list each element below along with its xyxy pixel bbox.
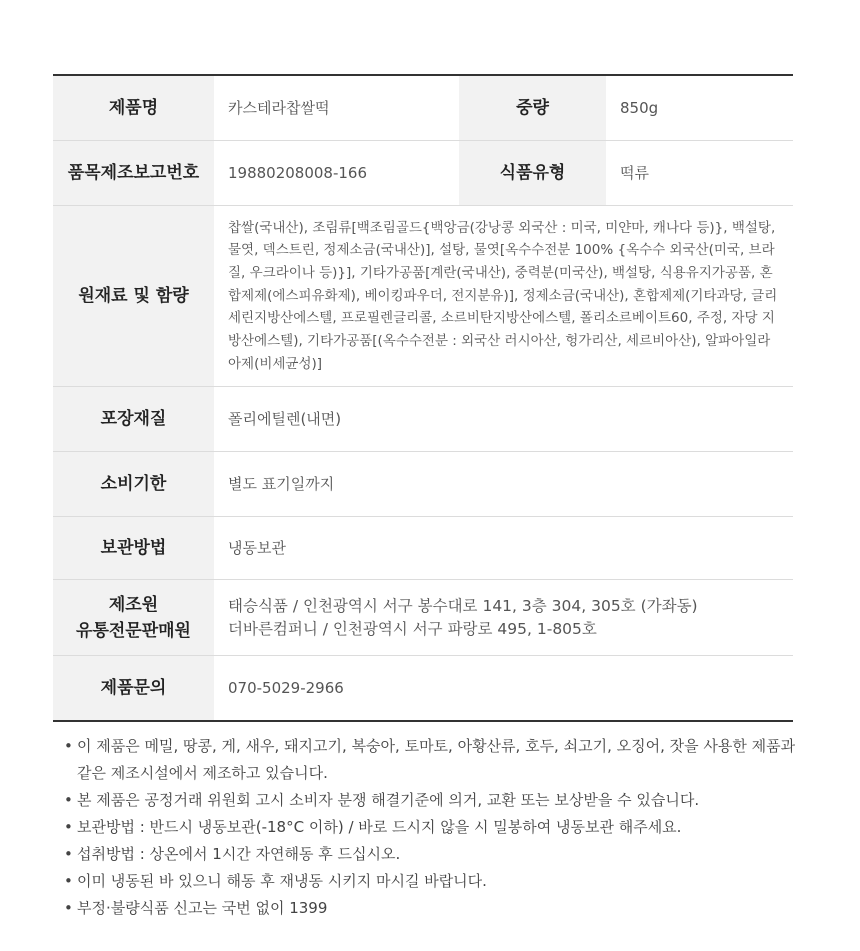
- notice-list: [64, 733, 804, 922]
- manufacturer-label-line: 제조원: [108, 594, 159, 615]
- weight-value: 850g: [606, 75, 793, 141]
- list-item: [64, 733, 804, 787]
- expiry-label: 소비기한: [53, 452, 214, 517]
- product-name-label: 제품명: [53, 75, 214, 141]
- expiry-value: 별도 표기일까지: [214, 452, 793, 517]
- inquiry-value: 070-5029-2966: [228, 678, 344, 697]
- packaging-value: 폴리에틸렌(내면): [214, 387, 793, 452]
- notice-text: 보관방법 : 반드시 냉동보관(-18°C 이하) / 바로 드시지 않을 시 밀봉하여 냉동보관 해주세요.: [77, 818, 682, 836]
- report-number-value: 19880208008-166: [214, 141, 459, 206]
- table-row: [53, 656, 793, 722]
- table-row: [53, 387, 793, 452]
- bullet: •: [64, 818, 73, 836]
- bullet: •: [64, 845, 73, 863]
- table-row: [53, 452, 793, 517]
- product-name-value: 카스테라찹쌀떡: [214, 75, 459, 141]
- notice-text: 본 제품은 공정거래 위원회 고시 소비자 분쟁 해결기준에 의거, 교환 또는 보상받을 수 있습니다.: [77, 791, 700, 809]
- notice-text: 부정·불량식품 신고는 국번 없이 1399: [77, 899, 328, 917]
- manufacturer-value-line: 태승식품 / 인천광역시 서구 봉수대로 141, 3층 304, 305호 (가좌동): [228, 596, 698, 615]
- notice-text: 섭취방법 : 상온에서 1시간 자연해동 후 드십시오.: [77, 845, 401, 863]
- notice-text: 이미 냉동된 바 있으니 해동 후 재냉동 시키지 마시길 바랍니다.: [77, 872, 487, 890]
- distributor-value-line: 더바른컴퍼니 / 인천광역시 서구 파랑로 495, 1-805호: [228, 619, 597, 638]
- bullet: •: [64, 791, 73, 809]
- weight-label: 중량: [459, 75, 606, 141]
- list-item: [64, 841, 804, 868]
- storage-label: 보관방법: [53, 517, 214, 580]
- manufacturer-value: [214, 580, 793, 656]
- table-row: [53, 206, 793, 387]
- product-info-table: [53, 74, 793, 722]
- list-item: [64, 787, 804, 814]
- distributor-label-line: 유통전문판매원: [76, 620, 191, 641]
- ingredients-label: 원재료 및 함량: [53, 206, 214, 387]
- manufacturer-label: [53, 580, 214, 656]
- list-item: [64, 868, 804, 895]
- table-row: [53, 141, 793, 206]
- list-item: [64, 814, 804, 841]
- report-number-label: 품목제조보고번호: [53, 141, 214, 206]
- bullet: •: [64, 872, 73, 890]
- list-item: [64, 895, 804, 922]
- bullet: •: [64, 737, 73, 755]
- table-row: [53, 517, 793, 580]
- packaging-label: 포장재질: [53, 387, 214, 452]
- table-row: [53, 75, 793, 141]
- ingredients-value: 찹쌀(국내산), 조림류[백조림골드{백앙금(강낭콩 외국산 : 미국, 미얀마, 캐나다 등)}, 백설탕, 물엿, 덱스트린, 정제소금(국내산)], 설탕, 물엿[옥수수전분 100% {옥수수 외국산(미국, 브라질, 우크라이나 등)}], 기타가공품[계란(국내산), 중력분(미국산), 백설탕, 식용유지가공품, 혼합제제(에스피유화제), 베이킹파우더, 전지분유)], 정제소금(국내산), 혼합제제(기타과당, 글리세린지방산에스텔, 프로필렌글리콜, 소르비탄지방산에스텔, 폴리소르베이트60, 주정, 자당 지방산에스텔), 기타가공품[(옥수수전분 : 외국산 러시아산, 헝가리산, 세르비아산), 알파아일라아제(비세균성)]: [214, 206, 793, 387]
- storage-value: 냉동보관: [214, 517, 793, 580]
- notice-text: 이 제품은 메밀, 땅콩, 게, 새우, 돼지고기, 복숭아, 토마토, 아황산류, 호두, 쇠고기, 오징어, 잣을 사용한 제품과 같은 제조시설에서 제조하고 있습니다.: [77, 737, 796, 782]
- food-type-label: 식품유형: [459, 141, 606, 206]
- food-type-value: 떡류: [606, 141, 793, 206]
- bullet: •: [64, 899, 73, 917]
- inquiry-label: 제품문의: [53, 656, 214, 722]
- table-row: [53, 580, 793, 656]
